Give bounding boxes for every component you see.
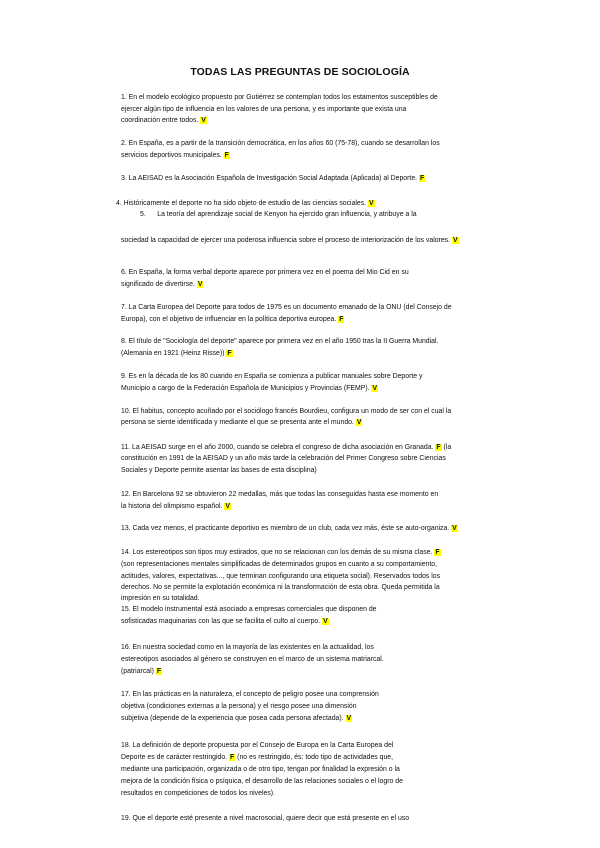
line-text: 18. La definición de deporte propuesta por el Consejo de Europa en la Carta Europea del [121, 742, 394, 749]
line-text: constitución en 1991 de la AEISAD y un año más tarde la celebración del Primer Congreso sobre Ciencias [121, 455, 446, 462]
line-text: subjetiva (depende de la experiencia que posea cada persona afectada). [121, 715, 346, 722]
line-text: (patriarcal) [121, 668, 156, 675]
text-line [121, 524, 458, 533]
line-text: 17. En las prácticas en la naturaleza, el concepto de peligro posee una comprensión [121, 691, 379, 698]
line-text: 12. En Barcelona 92 se obtuvieron 22 medallas, más que todas las conseguidas hasta ese momento en [121, 491, 439, 498]
text-line [121, 583, 440, 592]
text-line [121, 384, 378, 393]
answer-highlight: V [452, 525, 457, 532]
line-text: mediante una participación, organizada o de otro tipo, tengan por finalidad la expresión o la [121, 766, 400, 773]
line-text: persona se siente identificada y mediante el que se presenta ante el mundo. [121, 419, 356, 426]
line-text: Deporte es de carácter restringido. [121, 754, 230, 761]
line-text: resultados en competiciones de todos los niveles). [121, 790, 275, 797]
text-line [121, 372, 422, 381]
line-text: impresión en su totalidad. [121, 595, 200, 602]
text-line [121, 337, 438, 346]
line-text: 10. El habitus, concepto acuñado por el sociólogo francés Bourdieu, configura un modo de ser con el cual la [121, 408, 452, 415]
line-text: 8. El título de "Sociología del deporte" aparece por primera vez en el año 1950 tras la II Guerra Mundial. [121, 338, 439, 345]
text-line [121, 105, 406, 114]
line-text: 13. Cada vez menos, el practicante deportivo es miembro de un club, cada vez más, éste se auto-organiza. [121, 525, 452, 532]
text-line [121, 418, 362, 427]
answer-highlight: F [156, 668, 162, 675]
answer-highlight: F [224, 152, 229, 159]
text-line [121, 814, 409, 823]
answer-highlight: F [420, 175, 425, 182]
text-line [121, 174, 425, 183]
text-line [121, 594, 200, 603]
line-text: 6. En España, la forma verbal deporte aparece por primera vez en el poema del Mio Cid en su [121, 269, 409, 276]
line-text: 19. Que el deporte esté presente a nivel macrosocial, quiere decir que está presente en el uso [121, 815, 410, 822]
text-line [121, 605, 376, 614]
line-text: 4. Históricamente el deporte no ha sido objeto de estudio de las ciencias sociales. [116, 200, 369, 207]
line-text: actitudes, valores, expectativas..., que terminan configurando una etiqueta social). Reservados todos los [121, 573, 441, 580]
line-text: 2. En España, es a partir de la transición democrática, en los años 60 (75-78), cuando se desarrollan los [121, 140, 440, 147]
text-line [121, 443, 451, 452]
answer-highlight: V [372, 385, 378, 392]
text-line [121, 151, 230, 160]
text-line [121, 572, 440, 581]
text-line [121, 454, 446, 463]
line-text: mejora de la condición física o psíquica, el desarrollo de las relaciones sociales o el logro de [121, 778, 403, 785]
text-line [121, 617, 329, 626]
line-text: derechos. No se permite la explotación económica ni la transformación de esta obra. Queda permitida la [121, 584, 440, 591]
answer-highlight: F [339, 316, 344, 323]
line-text: la historia del olimpismo español. [121, 503, 225, 510]
text-line [121, 741, 393, 750]
line-text: ejercer algún tipo de influencia en los valores de una persona, y es importante que exista una [121, 106, 407, 113]
answer-highlight: V [225, 503, 231, 510]
answer-highlight: F [435, 549, 440, 556]
line-text: Sociales y Deporte permite asentar las bases de esta disciplina) [121, 467, 317, 474]
line-text: Municipio a cargo de la Federación Española de Municipios y Provincias (FEMP). [121, 385, 372, 392]
answer-highlight: F [436, 444, 441, 451]
text-line [121, 789, 275, 798]
text-line [116, 199, 375, 208]
line-text: Europa), con el objetivo de influenciar en la política deportiva europea. [121, 316, 339, 323]
text-line [121, 765, 400, 774]
text-line [121, 466, 317, 475]
text-line [121, 116, 207, 125]
text-line [121, 714, 352, 723]
line-text: 11. La AEISAD surge en el año 2000, cuando se celebra el congreso de dicha asociación en Granada. [121, 444, 436, 451]
line-text: sociedad la capacidad de ejercer una poderosa influencia sobre el proceso de interiorización de los valores. [121, 237, 452, 244]
line-text: significado de divertirse. [121, 281, 197, 288]
document-title: TODAS LAS PREGUNTAS DE SOCIOLOGÍA [190, 66, 410, 78]
line-text: 5. La teoría del aprendizaje social de Kenyon ha ejercido gran influencia, y atribuye a la [140, 211, 417, 218]
answer-highlight: F [230, 754, 235, 761]
text-line [140, 210, 417, 219]
answer-highlight: V [323, 618, 328, 625]
line-text: servicios deportivos municipales. [121, 152, 224, 159]
answer-highlight: V [201, 117, 206, 124]
text-line [121, 643, 374, 652]
line-text: coordinación entre todos. [121, 117, 201, 124]
text-line [121, 407, 451, 416]
line-text: objetiva (condiciones externas a la persona) y el riesgo posee una dimensión [121, 703, 357, 710]
line-text: 7. La Carta Europea del Deporte para todos de 1975 es un documento emanado de la ONU (del Consejo de [121, 304, 452, 311]
text-line [121, 502, 231, 511]
text-line [121, 139, 440, 148]
text-line [121, 548, 441, 557]
line-text: 3. La AEISAD es la Asociación Española de Investigación Social Adaptada (Aplicada) al Deporte. [121, 175, 420, 182]
text-line [121, 349, 233, 358]
text-line [121, 268, 409, 277]
text-line [121, 777, 403, 786]
answer-highlight: F [227, 350, 232, 357]
text-line [121, 236, 459, 245]
text-line [121, 702, 357, 711]
line-text: 1. En el modelo ecológico propuesto por Gutiérrez se contemplan todos los estamentos susceptibles de [121, 94, 438, 101]
line-text: 16. En nuestra sociedad como en la mayoría de las existentes en la actualidad, los [121, 644, 374, 651]
line-text: 15. El modelo instrumental está asociado a empresas comerciales que disponen de [121, 606, 377, 613]
answer-highlight: V [452, 237, 458, 244]
line-text: (Alemania en 1921 (Heinz Risse)) [121, 350, 227, 357]
line-text: 14. Los estereotipos son tipos muy estirados, que no se relacionan con los demás de su misma clase. [121, 549, 435, 556]
answer-explanation: (la [441, 444, 452, 451]
answer-highlight: V [346, 715, 352, 722]
text-line [121, 667, 162, 676]
text-line [121, 690, 379, 699]
line-text: estereotipos asociados al género se construyen en el marco de un sistema matriarcal. [121, 656, 384, 663]
text-line [121, 280, 203, 289]
text-line [121, 490, 438, 499]
text-line [121, 655, 384, 664]
text-line [121, 753, 393, 762]
answer-highlight: V [356, 419, 362, 426]
text-line [121, 315, 344, 324]
text-line [121, 560, 437, 569]
answer-explanation: (no es restringido, és: todo tipo de actividades que, [235, 754, 394, 761]
answer-highlight: V [197, 281, 203, 288]
answer-highlight: V [369, 200, 374, 207]
line-text: 9. Es en la década de los 80 cuando en España se comienza a publicar manuales sobre Deporte y [121, 373, 423, 380]
line-text: (son representaciones mentales simplificadas de determinados grupos en cuanto a su comportamiento, [121, 561, 437, 568]
text-line [121, 93, 438, 102]
line-text: sofisticadas maquinarias con las que se facilita el culto al cuerpo. [121, 618, 323, 625]
text-line [121, 303, 452, 312]
